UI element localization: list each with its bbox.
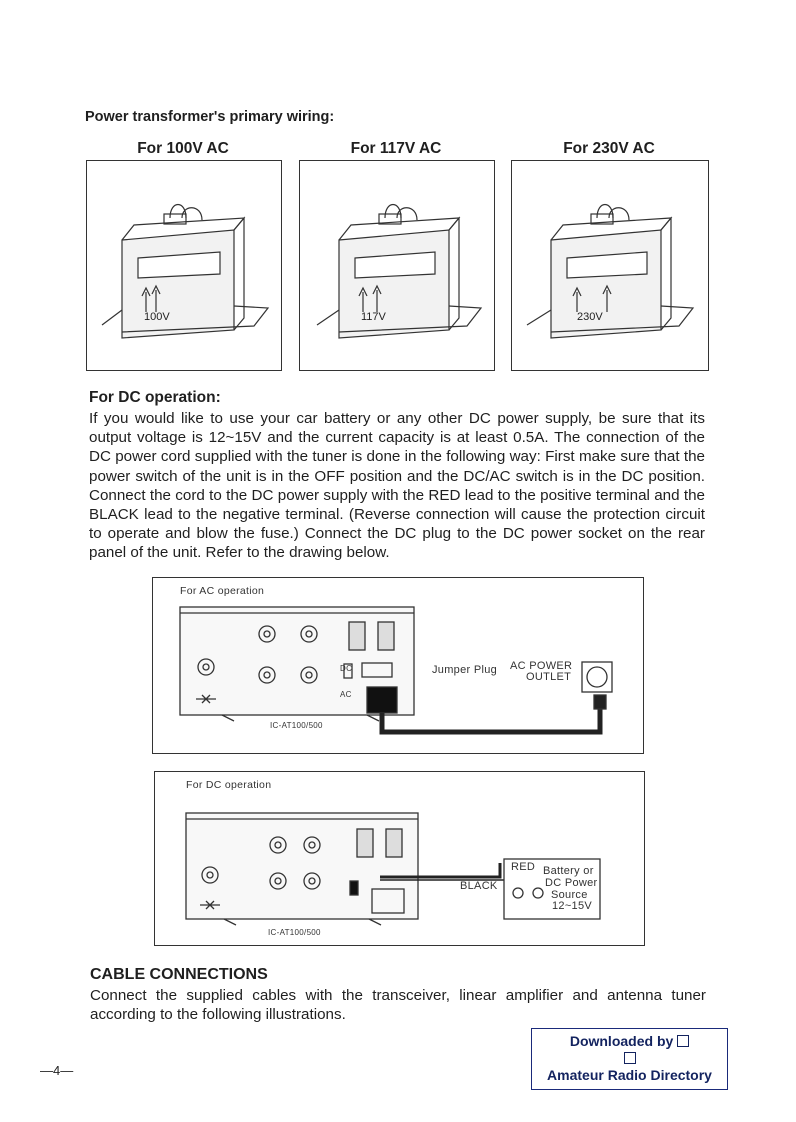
- ac-switch-ac-label: AC: [340, 690, 352, 699]
- dc-model-label: IC-AT100/500: [268, 928, 321, 937]
- tap-label-100v: 100V: [144, 311, 170, 323]
- badge-line-3: Amateur Radio Directory: [547, 1067, 712, 1083]
- dc-heading: For DC operation:: [89, 389, 221, 406]
- badge-box-1: [677, 1035, 689, 1047]
- panel-title-230v: For 230V AC: [563, 140, 655, 157]
- transformer-drawing-117v: [299, 160, 493, 369]
- badge-line-1: Downloaded by: [569, 1033, 674, 1049]
- dc-source-label-2: DC Power: [545, 877, 598, 889]
- dc-paragraph: If you would like to use your car battery or any other DC power supply, be sure that its output voltage is 12~15V and the current capacity is at least 0.5A. The connection of the DC power cord supplied with the tuner is done in the following way: First make sure that the power switch of the unit is in the OFF position and the DC/AC switch is in the DC position. Connect the cord to the DC power supply with the RED lead to the positive terminal and the BLACK lead to the negative terminal. (Reverse connection will cause the protection circuit to operate and blow the fuse.) Connect the DC plug to the DC power socket on the rear panel of the unit. Refer to the drawing below.: [89, 410, 705, 562]
- dc-diagram-caption: For DC operation: [186, 779, 272, 791]
- page-number: —4—: [40, 1063, 74, 1078]
- cable-paragraph: Connect the supplied cables with the transceiver, linear amplifier and antenna tuner according to the following illustrations.: [90, 987, 706, 1024]
- download-badge: [531, 1028, 728, 1090]
- transformer-drawing-230v: [511, 160, 707, 369]
- tap-label-117v: 117V: [361, 311, 386, 323]
- ac-outlet-label-1: AC POWER: [510, 660, 573, 672]
- transformer-drawing-100v: [86, 160, 280, 369]
- dc-red-label: RED: [511, 861, 536, 873]
- dc-diagram-drawing: [154, 771, 643, 944]
- cable-heading: CABLE CONNECTIONS: [90, 966, 268, 983]
- ac-diagram-caption: For AC operation: [180, 585, 265, 597]
- panel-title-117v: For 117V AC: [350, 140, 442, 157]
- transformer-heading: Power transformer's primary wiring:: [85, 109, 335, 125]
- dc-source-label-3: Source: [551, 889, 588, 901]
- dc-black-label: BLACK: [460, 880, 498, 892]
- dc-source-label-4: 12~15V: [552, 900, 593, 912]
- tap-label-230v: 230V: [577, 311, 603, 323]
- panel-title-100v: For 100V AC: [137, 140, 229, 157]
- dc-source-label-1: Battery or: [543, 865, 594, 877]
- ac-outlet-label-2: OUTLET: [526, 671, 572, 683]
- badge-box-2: [624, 1052, 636, 1064]
- ac-model-label: IC-AT100/500: [270, 721, 323, 730]
- jumper-plug-label: Jumper Plug: [432, 664, 498, 676]
- ac-switch-dc-label: DC: [340, 664, 353, 673]
